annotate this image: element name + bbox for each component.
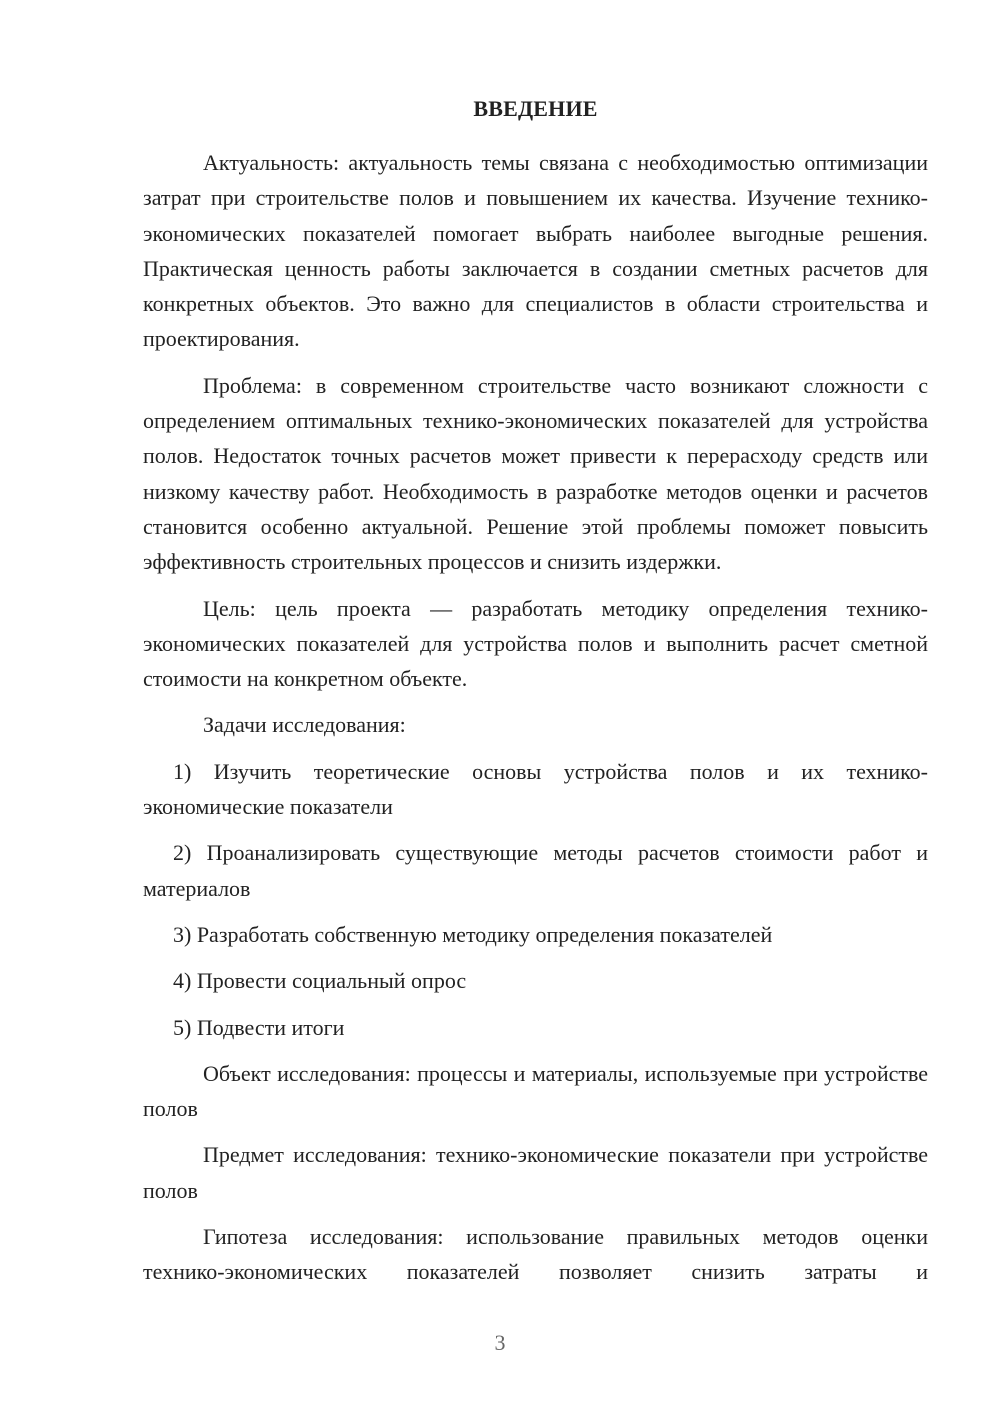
- section-title: ВВЕДЕНИЕ: [473, 96, 598, 121]
- problem-paragraph: Проблема: в современном строительстве часто возникают сложности с определением оптимальных технико-экономических показателей для устройства полов. Недостаток точных расчетов может привести к перерасходу средств или низкому качеству работ. Необходимость в разработке методов оценки и расчетов становится особенно актуальной. Решение этой проблемы поможет повысить эффективность строительных процессов и снизить издержки.: [143, 372, 928, 575]
- tasks-heading: Задачи исследования:: [203, 712, 406, 738]
- task-item-3: 3) Разработать собственную методику определения показателей: [173, 921, 773, 947]
- task-item-4: 4) Провести социальный опрос: [173, 968, 467, 994]
- document-page: [143, 92, 928, 1301]
- relevance-paragraph: Актуальность: актуальность темы связана с необходимостью оптимизации затрат при строительстве полов и повышением их качества. Изучение технико-экономических показателей помогает выбрать наиболее выгодные решения. Практическая ценность работы заключается в создании сметных расчетов для конкретных объектов. Это важно для специалистов в области строительства и проектирования.: [143, 150, 928, 352]
- task-item-5: 5) Подвести итоги: [173, 1014, 345, 1040]
- goal-paragraph: Цель: цель проекта — разработать методику определения технико-экономических показателей для устройства полов и выполнить расчет сметной стоимости на конкретном объекте.: [143, 595, 928, 692]
- object-paragraph: Объект исследования: процессы и материалы, используемые при устройстве полов: [143, 1060, 928, 1122]
- task-item-2: 2) Проанализировать существующие методы расчетов стоимости работ и материалов: [143, 840, 928, 901]
- task-item-1: 1) Изучить теоретические основы устройства полов и их технико-экономические показатели: [143, 758, 928, 820]
- hypothesis-paragraph: Гипотеза исследования: использование правильных методов оценки технико-экономических показателей позволяет снизить затраты и: [143, 1224, 928, 1285]
- subject-paragraph: Предмет исследования: технико-экономические показатели при устройстве полов: [143, 1142, 928, 1203]
- page-number: 3: [494, 1330, 506, 1355]
